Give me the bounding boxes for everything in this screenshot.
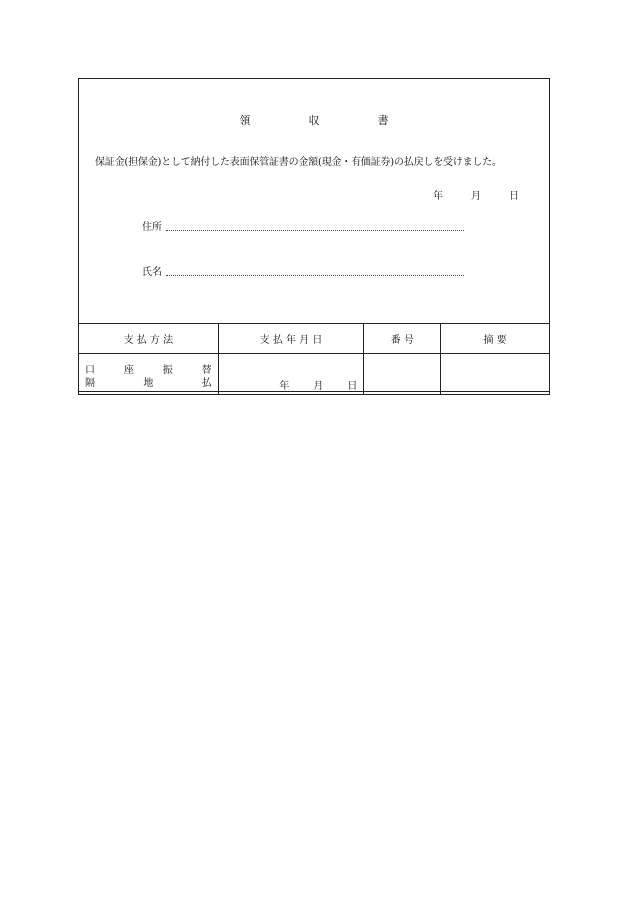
receipt-form [78, 78, 550, 392]
receipt-title [79, 112, 549, 128]
payment-data-row [79, 354, 550, 395]
method-char: 座 [123, 365, 134, 376]
method-char: 替 [201, 365, 212, 376]
payment-method-cell [79, 354, 219, 395]
receipt-statement: 保証金(担保金)として納付した表面保管証書の金額(現金・有価証券)の払戻しを受けました。 [95, 157, 502, 168]
title-char: 書 [377, 114, 389, 127]
title-char: 領 [239, 114, 251, 127]
payment-month-label: 月 [313, 381, 324, 392]
header-payment-date: 支 払 年 月 日 [218, 324, 364, 354]
name-label: 氏名 [142, 267, 162, 278]
method-char: 振 [162, 365, 173, 376]
header-number: 番 号 [364, 324, 441, 354]
name-field[interactable] [142, 263, 464, 276]
date-year-label: 年 [433, 191, 443, 202]
name-fill-line [166, 275, 464, 276]
method-char: 払 [201, 378, 212, 389]
method-char: 地 [143, 378, 154, 389]
header-payment-method: 支 払 方 法 [79, 324, 219, 354]
address-field[interactable] [142, 218, 464, 231]
address-fill-line [166, 230, 464, 231]
payment-table [78, 323, 550, 395]
date-day-label: 日 [509, 191, 519, 202]
address-label: 住所 [142, 222, 162, 233]
method-remote-payment [85, 374, 212, 389]
header-summary: 摘 要 [441, 324, 550, 354]
date-month-label: 月 [471, 191, 481, 202]
payment-date-cell[interactable] [218, 354, 364, 395]
payment-year-label: 年 [279, 381, 290, 392]
number-cell[interactable] [364, 354, 441, 395]
method-char: 口 [85, 365, 95, 376]
receipt-date [433, 187, 519, 202]
summary-cell[interactable] [441, 354, 550, 395]
payment-date-labels [279, 377, 357, 392]
title-char: 収 [308, 114, 320, 127]
payment-header-row [79, 324, 550, 354]
payment-day-label: 日 [347, 381, 358, 392]
method-char: 隔 [85, 378, 95, 389]
